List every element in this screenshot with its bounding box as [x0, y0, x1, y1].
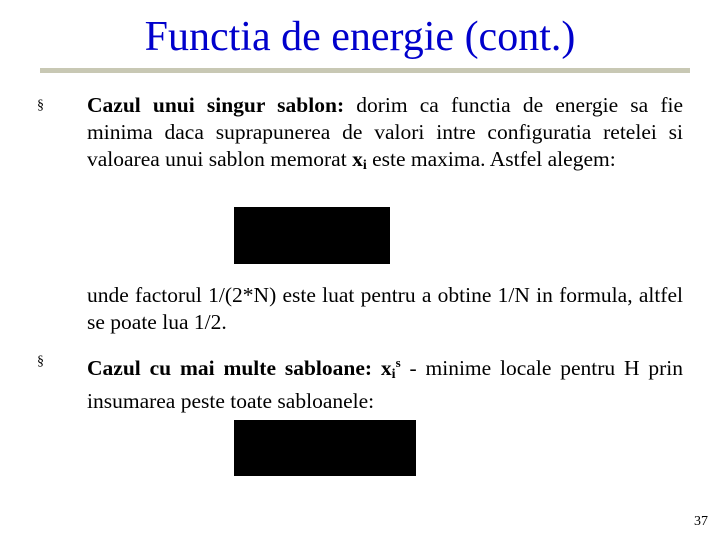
title-divider	[40, 68, 690, 73]
superscript-s: s	[395, 355, 401, 370]
bullet-marker: §	[37, 98, 44, 113]
body-text: - minime locale pentru H prin insumarea peste toate sabloanele:	[87, 356, 684, 413]
variable-x: x	[352, 147, 363, 171]
bullet-single-pattern	[87, 92, 683, 179]
bullet-marker: §	[37, 354, 44, 369]
slide-title: Functia de energie (cont.)	[144, 14, 576, 60]
bullet-multiple-patterns	[87, 349, 683, 415]
continuation-text: unde factorul 1/(2*N) este luat pentru a obtine 1/N in formula, altfel se poate lua 1/2.	[87, 283, 683, 334]
body-text: dorim ca functia de energie sa fie minima daca suprapunerea de valori intre configuratia retelei si valoarea unui sablon memorat	[87, 93, 684, 171]
formula-image-multiple	[234, 420, 416, 476]
bold-lead: Cazul cu mai multe sabloane:	[87, 356, 373, 380]
variable-x: x	[380, 356, 392, 380]
page-number: 37	[694, 514, 708, 529]
bold-lead: Cazul unui singur sablon:	[87, 93, 345, 117]
subscript-i: i	[391, 367, 396, 382]
formula-image-single	[234, 207, 390, 264]
body-text-end: este maxima. Astfel alegem:	[366, 147, 616, 171]
subscript-i: i	[362, 158, 367, 173]
